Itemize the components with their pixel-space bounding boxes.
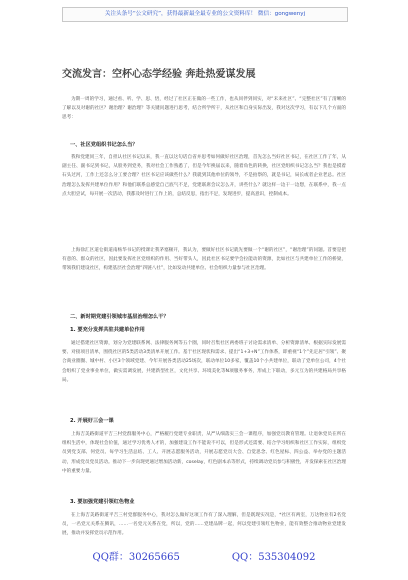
body-paragraph-5: 在上海吉美路街道平吉三村党群服务中心，我对怎么做好这项工作有了深入理解，但是既现实况是，*社区有两室，万达物业有2名党员，一名党元关系在腾讯，……一名党元关系在党，所以，党的……党建品牌一起，何以党建引领红色物业，能有效整合推动物业党建发展，推动并发挥党员示范作用。 (62, 513, 346, 537)
section-heading-1: 一、社区党组织书记怎么当？ (70, 142, 138, 148)
promo-banner: 关注头条号“公文研究”，获得最新最全最专业的公文资料库！ 微信：gongwenyj (62, 7, 348, 22)
qq-group-text: QQ群：30265665 (92, 552, 180, 563)
intro-paragraph: 为期一周的学习，通过看、听、学、思、悟，经过了社区正在做的一些工作，也从同伴到同实，对“未来社区”、“完整社区”有了清晰的了解以及对谢的社区？谢治理？谢治理？等关键问题进行思考，结合所学所干，从社区和自身实际出发，我对这次学习，有以下几个方面的思考： (62, 97, 346, 121)
page-title: 交流发言：空杯心态学经验 奔赴热爱谋发展 (62, 69, 256, 80)
body-paragraph-4: 上海吉美路街道平吉三村党群服务中心，严格履行党建专业职责，从严从细落实三会一课程序，加强党员教育管理。让退休党员在所在组织生活中，体现社会价值，通过学习优秀人才的，加强建设工作不能说不可以，但是形式还需要、结合学习组织和社区工作实际，组织党员到党支部、何党员、每学习生活总结、工人、开展志愿服务活动，开展志愿党员大会、自觉思念、红色屋标、四公益、举办党的主题活动，形成党员党员活动。推动下一步向现更通过增加活动新，coselay，红色剧本杀等形式，持续调动党员参与积极性，开发探索在社区治理中的重要力量。 (62, 432, 346, 474)
footer-contacts (0, 550, 408, 566)
body-paragraph-1: 我和党建同三年，自担认社区书记以来，我一直以这句话自省并思考如何做好社区治理，首先怎么当好社区书记，在社区工作了年，从副主任、副书记到书记，从股务到党务，我对社会工作熟悉了，但是今年换届以来，随着角色的转换，社区党组织书记怎么当？我也是摸着石头过河，工作上还怎么分工要合理？社区书记应该做些什么？我就到其他单位的领导，不是拍察的，就是书记，局长或者企业老总。社区治理怎么发挥共建单位作用？和他们联系总感觉自己底气不足，党建联席会议怎么开，讲些什么？就这样一边干一边想，在联系中，我一点点大胆尝试，每开展一次活动，我都及时进行工作上的，总结反思，指出不足，发现进步，提高意识，控制成本。 (62, 155, 346, 197)
subsection-heading-1: 1. 要充分发挥共驻共建单位作用 (70, 327, 145, 333)
subsection-heading-3: 3. 要加强党建引领红色物业 (70, 499, 135, 505)
body-paragraph-2: 上海徐汇区道仓街道南杨华书记的授课让我茅塞顿开，我认为，要做好社区书记就先要做一个“谢的社区”，“谢治理”的问题。首要是把有意的、群众的社区，因此要发挥社区党组织的作用、当好带头人，因此社区书记要学会拉能动的资源，比如社区与共建单位工作的桥梁，带领我们建设社区，构建基层社会治理“四链八社”，比如发动共建单位、社会组织力量参与社区治理。 (62, 248, 346, 272)
qq-contact-text: QQ：535304092 (231, 552, 316, 563)
section-heading-2: 二、新时期党建引领城市基层治理怎么干？ (70, 314, 169, 320)
subsection-heading-2: 2. 开展好三会一课 (70, 418, 114, 424)
body-paragraph-3: 通过搭建社区资源，划分为党建联系网、法律服务网等五个圈，同时召集社区两委班子讨论需求清单、分析资源清单、根据实际发展需要、对接项目清单，围绕社区的5类活动3类清单开展工作。基于社区现状和需求、提出“1+3+N”工作体系，即重视“1个”先定居“引领”、聚合商业圈圈、城中村、小区3个领域党建、今年开展各类活动25场次，联动单位10多家，覆盖10个小共建单位，联动了党单位公司，4个社会组织了党业事业单位，做实需调发展，共建新型社区，文化共享、环境美化等N项服务事务，形成上下联动，多元互为的共建格局共享格局。 (62, 341, 346, 383)
